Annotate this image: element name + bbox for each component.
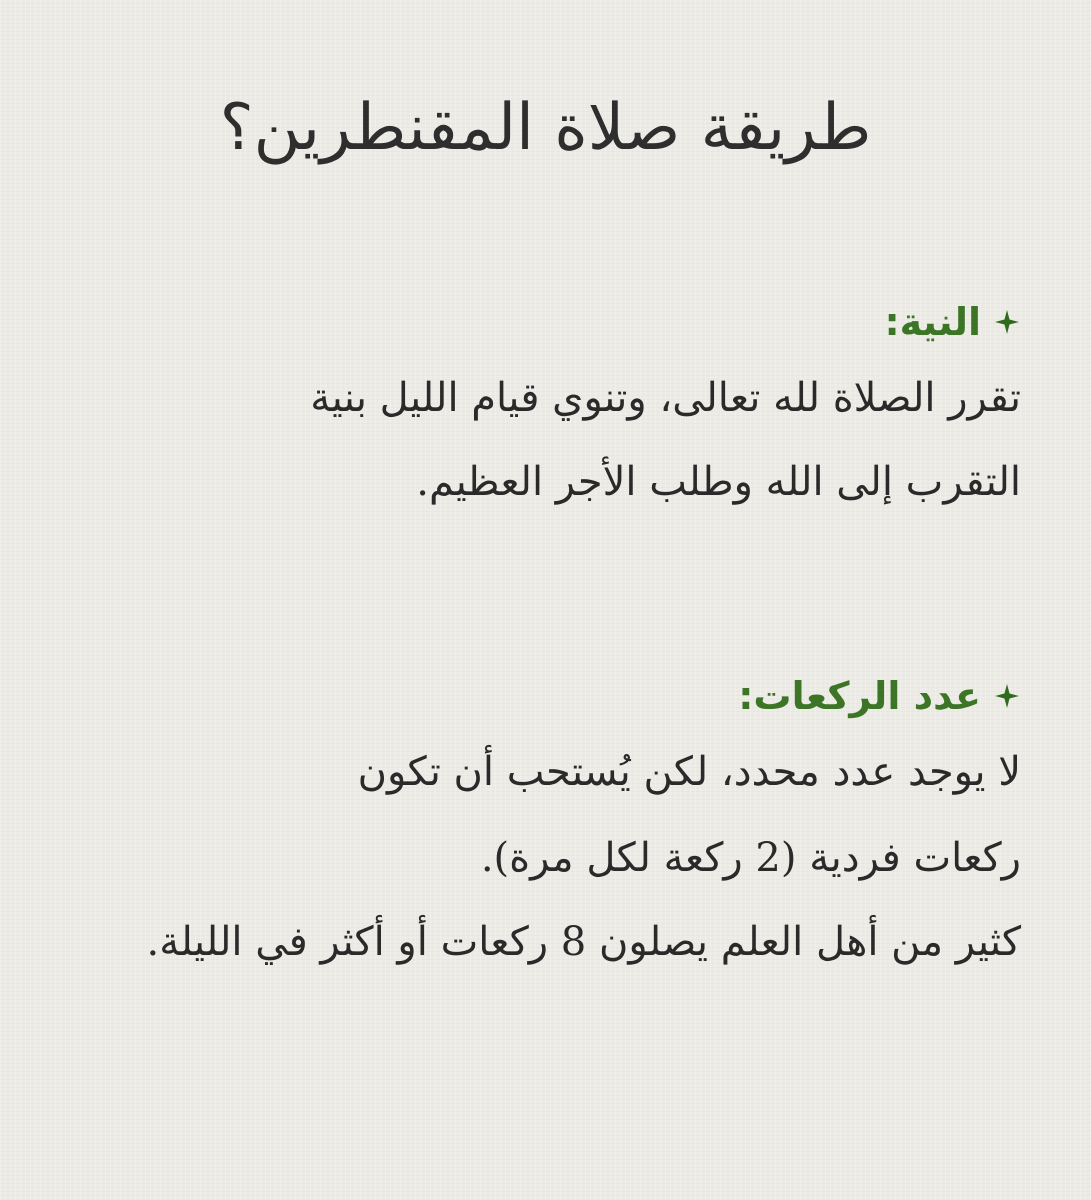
section-intention [61,292,1021,510]
section-heading-text: عدد الركعات: [738,674,981,718]
section-heading [61,666,1021,726]
paragraph-line: كثير من أهل العلم يصلون 8 ركعات أو أكثر في الليلة. [146,919,1021,965]
paragraph-line: لا يوجد عدد محدد، لكن يُستحب أن تكون [357,749,1021,795]
paragraph-line: تقرر الصلاة لله تعالى، وتنوي قيام الليل بنية [310,375,1021,421]
paragraph-line: ركعات فردية (2 ركعة لكل مرة). [480,835,1021,881]
page-title: طريقة صلاة المقنطرين؟ [219,91,872,165]
four-point-star-icon [993,308,1021,336]
section-rakaat-count [61,666,1021,970]
four-point-star-icon [993,682,1021,710]
section-heading [61,292,1021,352]
section-heading-text: النية: [884,300,981,344]
paragraph-line: التقرب إلى الله وطلب الأجر العظيم. [416,459,1021,505]
